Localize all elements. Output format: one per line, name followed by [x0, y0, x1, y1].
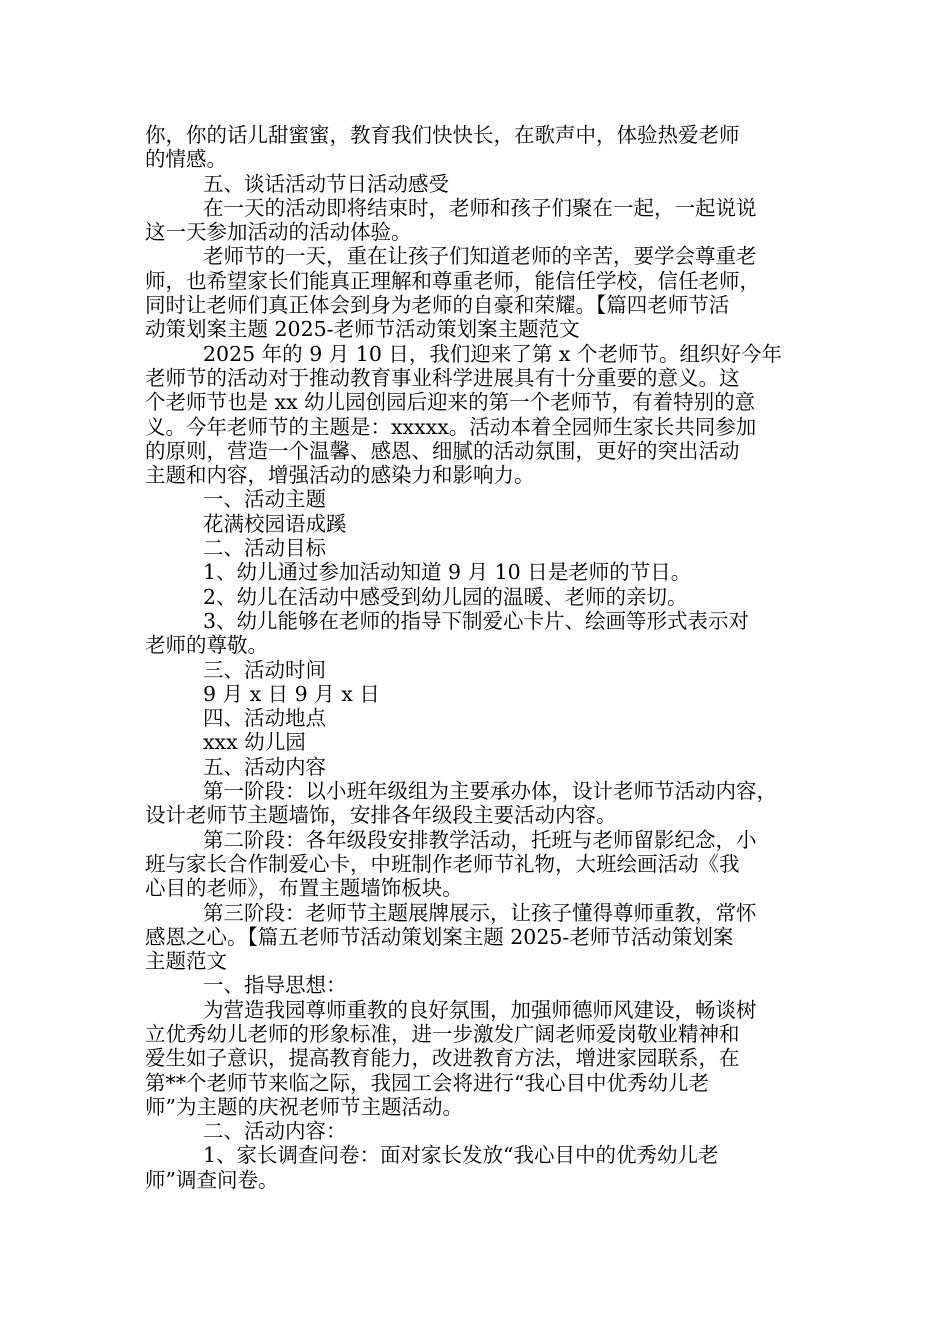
text-line: 2025 年的 9 月 10 日，我们迎来了第 x 个老师节。组织好今年	[203, 341, 782, 366]
text-line: 第二阶段：各年级段安排教学活动，托班与老师留影纪念，小	[203, 827, 757, 852]
text-line: xxx 幼儿园	[203, 730, 306, 755]
text-line: 一、指导思想：	[203, 973, 347, 998]
text-line: 第三阶段：老师节主题展牌展示，让孩子懂得尊师重教，常怀	[203, 900, 757, 925]
text-line: 你，你的话儿甜蜜蜜，教育我们快快长，在歌声中，体验热爱老师	[145, 123, 740, 147]
text-line: 的原则，营造一个温馨、感恩、细腻的活动氛围，更好的突出活动	[145, 438, 740, 463]
text-line: 第一阶段：以小班年级组为主要承办体，设计老师节活动内容，	[203, 779, 777, 804]
text-line: 一、活动主题	[203, 487, 326, 512]
text-line: 2、幼儿在活动中感受到幼儿园的温暖、老师的亲切。	[203, 584, 688, 609]
text-line: 个老师节也是 xx 幼儿园创园后迎来的第一个老师节，有着特别的意	[145, 390, 756, 415]
text-line: 1、家长调查问卷：面对家长发放“我心目中的优秀幼儿老	[203, 1143, 719, 1168]
document-body	[145, 123, 813, 1192]
text-line: 老师节的一天，重在让孩子们知道老师的辛苦，要学会尊重老	[203, 244, 757, 269]
text-line: 二、活动内容：	[203, 1119, 347, 1144]
text-line: 主题范文	[145, 949, 227, 974]
text-line: 感恩之心。【篇五老师节活动策划案主题 2025-老师节活动策划案	[145, 924, 734, 949]
text-line: 的情感。	[145, 147, 227, 172]
text-line: 义。今年老师节的主题是：xxxxx。活动本着全园师生家长共同参加	[145, 414, 757, 439]
text-line: 动策划案主题 2025-老师节活动策划案主题范文	[145, 317, 580, 342]
text-line: 师”为主题的庆祝老师节主题活动。	[145, 1094, 463, 1119]
text-line: 立优秀幼儿老师的形象标准，进一步激发广阔老师爱岗敬业精神和	[145, 1021, 740, 1046]
text-line: 1、幼儿通过参加活动知道 9 月 10 日是老师的节日。	[203, 560, 692, 585]
text-line: 第**个老师节来临之际，我园工会将进行“我心目中优秀幼儿老	[145, 1070, 709, 1095]
text-line: 班与家长合作制爱心卡，中班制作老师节礼物，大班绘画活动《我	[145, 851, 740, 876]
text-line: 老师节的活动对于推动教育事业科学进展具有十分重要的意义。这	[145, 365, 740, 390]
text-line: 主题和内容，增强活动的感染力和影响力。	[145, 463, 535, 488]
text-line: 3、幼儿能够在老师的指导下制爱心卡片、绘画等形式表示对	[203, 608, 750, 633]
text-line: 心目的老师》，布置主题墙饰板块。	[145, 876, 463, 901]
text-line: 师，也希望家长们能真正理解和尊重老师，能信任学校，信任老师，	[145, 268, 760, 293]
text-line: 二、活动目标	[203, 536, 326, 561]
text-line: 四、活动地点	[203, 706, 326, 731]
text-line: 花满校园语成蹊	[203, 511, 347, 536]
text-line: 设计老师节主题墙饰，安排各年级段主要活动内容。	[145, 803, 617, 828]
text-line: 同时让老师们真正体会到身为老师的自豪和荣耀。【篇四老师节活	[145, 293, 730, 318]
text-line: 在一天的活动即将结束时，老师和孩子们聚在一起，一起说说	[203, 195, 757, 220]
text-line: 老师的尊敬。	[145, 633, 268, 658]
text-line: 师”调查问卷。	[145, 1167, 279, 1192]
text-line: 9 月 x 日 9 月 x 日	[203, 681, 380, 706]
text-line: 这一天参加活动的活动体验。	[145, 220, 412, 245]
text-line: 三、活动时间	[203, 657, 326, 682]
text-line: 爱生如子意识，提高教育能力，改进教育方法，增进家园联系，在	[145, 1046, 740, 1071]
text-line: 五、活动内容	[203, 754, 326, 779]
text-line: 为营造我园尊师重教的良好氛围，加强师德师风建设，畅谈树	[203, 997, 757, 1022]
text-line: 五、谈话活动节日活动感受	[203, 171, 449, 196]
